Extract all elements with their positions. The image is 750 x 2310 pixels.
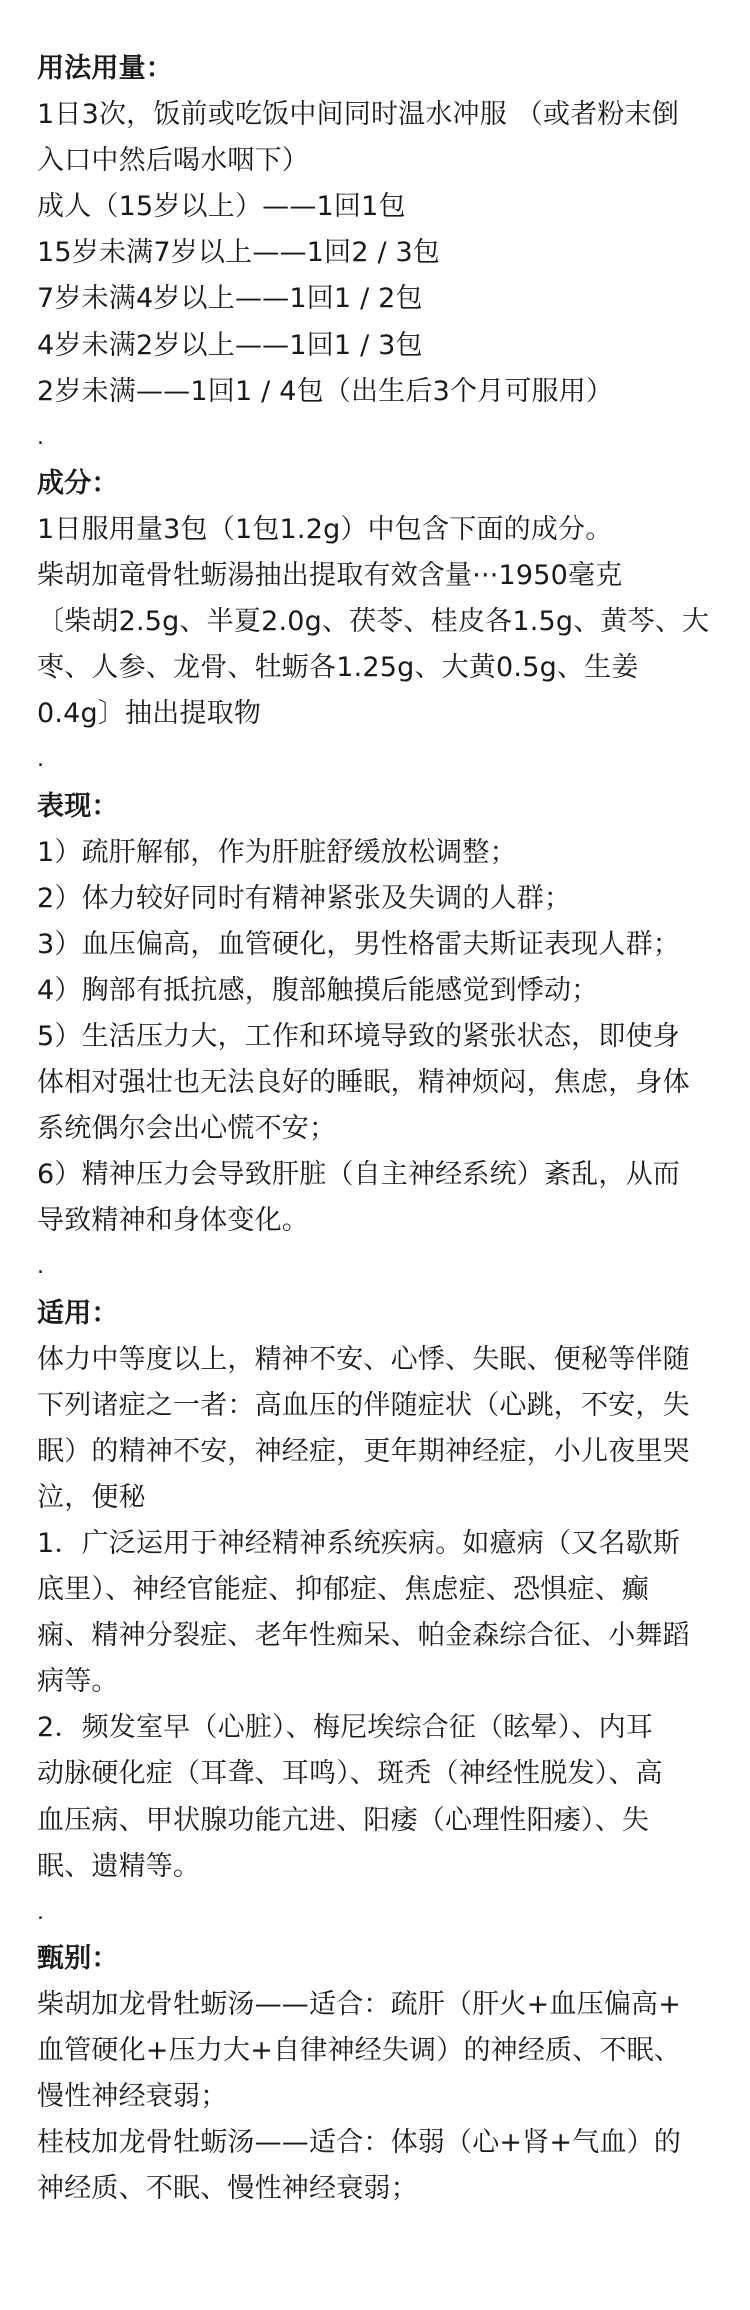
section-symptoms <box>37 784 730 1291</box>
section-differentiation <box>37 1936 730 2213</box>
section-heading: 用法用量： <box>37 53 173 84</box>
section-separator: . <box>37 747 45 773</box>
text-line: 眠、遗精等。 <box>37 1850 201 1882</box>
text-line: 7岁未满4岁以上——1回1 / 2包 <box>37 283 423 315</box>
text-line: 系统偶尔会出心慌不安； <box>37 1113 337 1145</box>
text-line: 动脉硬化症（耳聋、耳鸣）、斑秃（神经性脱发）、高 <box>37 1758 663 1790</box>
text-line: 2岁未满——1回1 / 4包（出生后3个月可服用） <box>37 375 614 407</box>
section-heading: 成分： <box>37 467 119 499</box>
text-line: 痫、精神分裂症、老年性痴呆、帕金森综合征、小舞蹈 <box>37 1620 690 1652</box>
text-line: 下列诸症之一者：高血压的伴随症状（心跳，不安，失 <box>37 1389 690 1421</box>
text-line: 桂枝加龙骨牡蛎汤——适合：体弱（心+肾+气血）的 <box>37 2127 682 2159</box>
list-item: 3）血压偏高，血管硬化，男性格雷夫斯证表现人群； <box>37 928 680 960</box>
list-item: 2）体力较好同时有精神紧张及失调的人群； <box>37 882 572 914</box>
text-line: 底里）、神经官能症、抑郁症、焦虑症、恐惧症、癫 <box>37 1574 650 1606</box>
section-separator: . <box>37 1254 45 1280</box>
text-line: 血管硬化+压力大+自律神经失调）的神经质、不眠、 <box>37 2035 682 2067</box>
list-item: 4）胸部有抵抗感，腹部触摸后能感觉到悸动； <box>37 974 599 1006</box>
text-line: 1日3次，饭前或吃饭中间同时温水冲服 （或者粉末倒 <box>37 99 679 131</box>
text-line: 柴胡加竜骨牡蛎湯抽出提取有效含量···1950毫克 <box>37 560 623 592</box>
text-line: 体力中等度以上，精神不安、心悸、失眠、便秘等伴随 <box>37 1343 690 1375</box>
list-item: 6）精神压力会导致肝脏（自主神经系统）紊乱，从而 <box>37 1159 680 1191</box>
text-line: 枣、人参、龙骨、牡蛎各1.25g、大黄0.5g、生姜 <box>37 652 639 684</box>
text-line: 0.4g〕抽出提取物 <box>37 698 262 730</box>
text-line: 病等。 <box>37 1666 119 1698</box>
text-line: 慢性神经衰弱； <box>37 2081 228 2113</box>
list-item: 2．频发室早（心脏）、梅尼埃综合征（眩晕）、内耳 <box>37 1712 653 1744</box>
section-separator: . <box>37 1899 45 1925</box>
text-line: 神经质、不眠、慢性神经衰弱； <box>37 2173 418 2205</box>
text-line: 1日服用量3包（1包1.2g）中包含下面的成分。 <box>37 513 613 545</box>
section-heading: 表现： <box>37 790 119 822</box>
text-line: 〔柴胡2.5g、半夏2.0g、茯苓、桂皮各1.5g、黄芩、大 <box>37 606 710 638</box>
section-heading: 适用： <box>37 1297 119 1329</box>
text-line: 柴胡加龙骨牡蛎汤——适合：疏肝（肝火+血压偏高+ <box>37 1988 682 2020</box>
text-line: 成人（15岁以上）——1回1包 <box>37 191 406 223</box>
section-indications <box>37 1291 730 1936</box>
section-heading: 甄别： <box>37 1942 119 1974</box>
text-line: 入口中然后喝水咽下） <box>37 145 309 177</box>
text-line: 导致精神和身体变化。 <box>37 1205 309 1237</box>
text-line: 泣，便秘 <box>37 1481 146 1513</box>
list-item: 1）疏肝解郁，作为肝脏舒缓放松调整； <box>37 836 517 868</box>
list-item: 1．广泛运用于神经精神系统疾病。如癔病（又名歇斯 <box>37 1528 680 1559</box>
text-line: 血压病、甲状腺功能亢进、阳痿（心理性阳痿）、失 <box>37 1804 650 1836</box>
text-line: 4岁未满2岁以上——1回1 / 3包 <box>37 329 423 361</box>
text-line: 15岁未满7岁以上——1回2 / 3包 <box>37 237 441 269</box>
section-ingredients <box>37 461 730 784</box>
section-separator: . <box>37 424 45 450</box>
text-line: 体相对强壮也无法良好的睡眠，精神烦闷，焦虑，身体 <box>37 1067 690 1099</box>
text-line: 眠）的精神不安，神经症，更年期神经症，小儿夜里哭 <box>37 1435 690 1467</box>
section-dosage <box>37 46 730 461</box>
list-item: 5）生活压力大，工作和环境导致的紧张状态，即使身 <box>37 1020 680 1052</box>
